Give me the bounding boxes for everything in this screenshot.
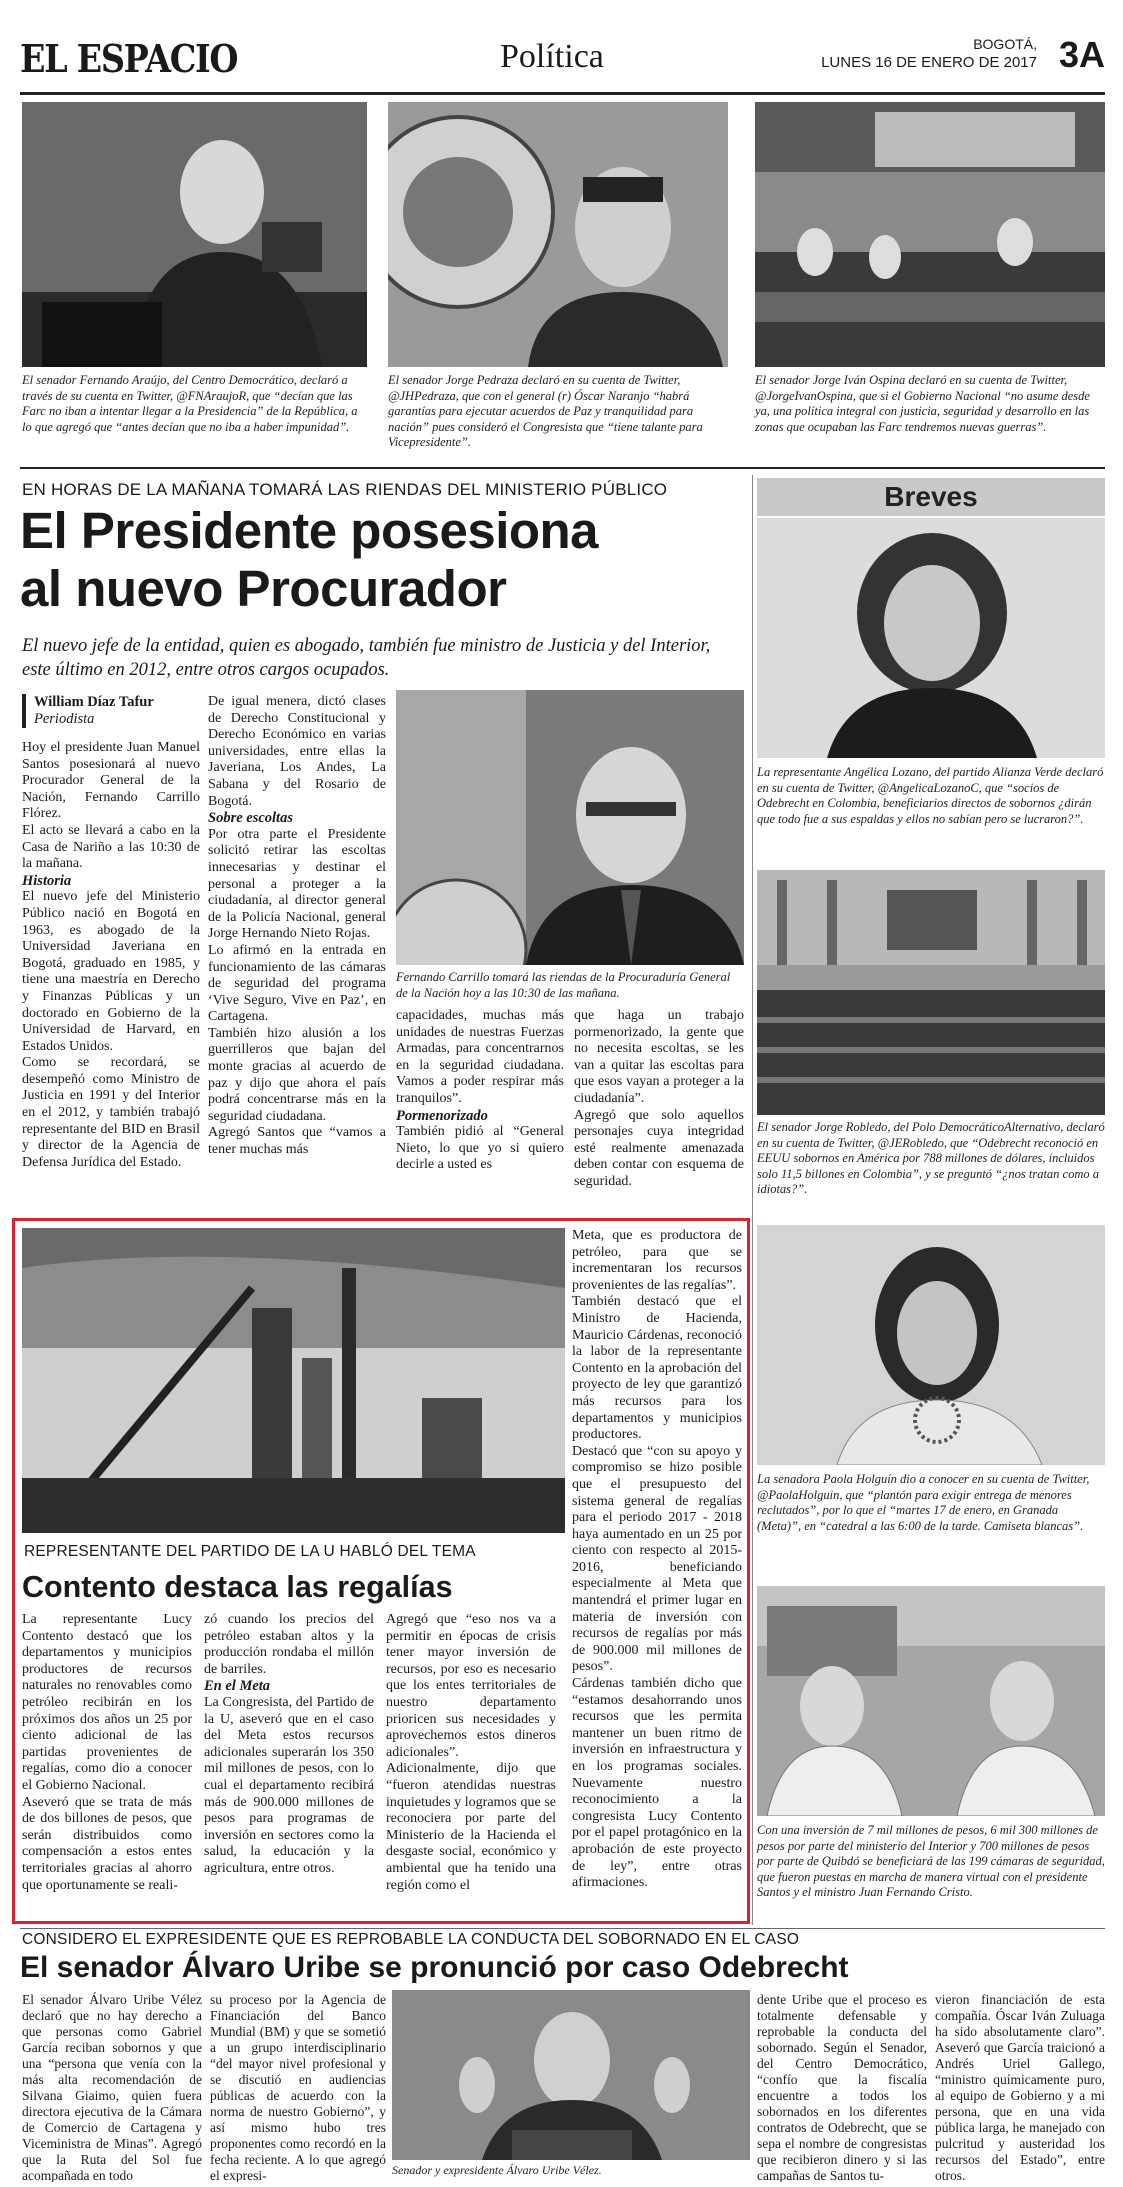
photo-angelica-lozano — [757, 518, 1105, 758]
page-number: 3A — [1058, 34, 1105, 75]
headline-line-2: al nuevo Procurador — [20, 560, 507, 617]
date: LUNES 16 DE ENERO DE 2017 — [821, 54, 1037, 71]
breves-title: Breves — [884, 481, 978, 512]
paragraph: Destacó que “con su apoyo y compromiso se hizo posible que el presupuesto del sistema general de regalías para el periodo 2017 - 2018 haya aumentado en un 25 por ciento con respecto al 2015-2016, beneficiando especialmente al Meta que mantendrá el primer lugar en materia de inversión con recursos de regalías por más de 900.000 mil millones de pesos”. — [572, 1443, 742, 1675]
paragraph: Aseveró que se trata de más de dos billones de pesos, que serán distribuidos como compensación a estos entes territoriales gracias al ahorro que oportunamente se reali- — [22, 1794, 192, 1893]
regalias-column-2 — [204, 1612, 374, 1878]
regalias-column-4 — [572, 1228, 742, 1892]
masthead-rule — [20, 92, 1105, 95]
paragraph: dente Uribe que el proceso es totalmente defensable y reprobable la conducta del sobornado. Según el Senador, del Centro Democrático, “confío que la fiscalía encuentre a todos los sobornados en los diferentes contratos de Odebrecht, que se sepa el nombre de congresistas que recibieron dinero y si las campañas de Santos tu- — [757, 1992, 927, 2182]
breve-caption-robledo: El senador Jorge Robledo, del Polo DemocráticoAlternativo, declaró en su cuenta de Twitter, @JERobledo, que “Odebrecht reconoció en EEUU sobornos en América por 788 millones de dólares, incluidos solo 11,5 billones en Colombia”, y se preguntó “¿nos tratan como a idiotas?”. — [757, 1120, 1105, 1196]
paragraph: También hizo alusión a los guerrilleros que bajan del monte gracias al acuerdo de paz y dijo que ahora el país podrá concentrarse más en la seguridad ciudadana. — [208, 1025, 386, 1124]
paragraph: vieron financiación de esta compañía. Óscar Iván Zuluaga ha sido absolutamente claro”. Aseveró que García traicionó a Andrés Uriel Gallego, “ministro químicamente puro, al equipo de Gobierno y a mi persona, que en una vida pública larga, he manejado con pulcritud y austeridad los recursos del Estado”, entre otros. — [935, 1992, 1105, 2182]
paragraph: Meta, que es productora de petróleo, para que se incrementaran los recursos provenientes de las regalías”. — [572, 1228, 742, 1293]
subhead-historia: Historia — [22, 872, 72, 889]
subhead-en-el-meta: En el Meta — [204, 1678, 271, 1695]
photo-oil-refinery — [22, 1228, 565, 1533]
paragraph: El acto se llevará a cabo en la Casa de Nariño a las 10:30 de la mañana. — [22, 822, 200, 872]
regalias-kicker: REPRESENTANTE DEL PARTIDO DE LA U HABLÓ DEL TEMA — [24, 1543, 476, 1560]
regalias-column-3 — [386, 1612, 556, 1894]
paragraph: que haga un trabajo pormenorizado, la gente que no necesita escoltas, se les van a quitar las escoltas para que esos vayan a proteger a la ciudadanía”. — [574, 1008, 744, 1106]
uribe-kicker: CONSIDERO EL EXPRESIDENTE QUE ES REPROBABLE LA CONDUCTA DEL SOBORNADO EN EL CASO — [22, 1931, 800, 1948]
section-title: Política — [500, 38, 604, 75]
caption-uribe: Senador y expresidente Álvaro Uribe Vélez. — [392, 2163, 602, 2177]
main-column-4 — [574, 1008, 744, 1191]
photo-jorge-ivan-ospina — [755, 102, 1105, 367]
masthead — [20, 30, 1105, 90]
main-deck: El nuevo jefe de la entidad, quien es abogado, también fue ministro de Justicia y del Interior, este último en 2012, entre otros cargos ocupados. — [22, 636, 711, 680]
photo-alvaro-uribe — [392, 1990, 750, 2160]
uribe-column-4 — [935, 1992, 1105, 2182]
main-kicker: EN HORAS DE LA MAÑANA TOMARÁ LAS RIENDAS DEL MINISTERIO PÚBLICO — [22, 480, 668, 499]
city: BOGOTÁ, — [973, 36, 1037, 52]
uribe-column-3 — [757, 1992, 927, 2182]
paragraph: zó cuando los precios del petróleo estaban altos y la producción rondaba el millón de barriles. — [204, 1612, 374, 1677]
paragraph: Agregó que “eso nos va a permitir en épocas de crisis tener mayor inversión de recursos, por eso es necesario que los entes territoriales de nuestro departamento prioricen sus necesidades y aprovechemos estos dineros adicionales”. — [386, 1612, 556, 1760]
author-role: Periodista — [34, 711, 95, 727]
paragraph: También pidió al “General Nieto, lo que yo si quiero decirle a usted es — [396, 1124, 564, 1173]
paragraph: Lo afirmó en la entrada en funcionamiento de las cámaras de seguridad del programa ‘Vive Seguro, Vive en Paz’, en Cartagena. — [208, 942, 386, 1025]
breve-caption-lozano: La representante Angélica Lozano, del partido Alianza Verde declaró en su cuenta de Twitter, @AngelicaLozanoC, que “socios de Odebrecht en Colombia, beneficiarios directos de sobornos ¿dirán que todo fue a sus espaldas y ellos no sabían pero se lucraron?”. — [757, 765, 1104, 826]
author-name: William Díaz Tafur — [34, 694, 154, 710]
paragraph: El nuevo jefe del Ministerio Público nació en Bogotá en 1963, es abogado de la Universidad Javeriana en Bogotá, graduado en 1985, y tiene una maestría en Derecho y Finanzas Públicas y un doctorado en Gobierno de la Universidad de Harvard, en Estados Unidos. — [22, 889, 200, 1054]
breves-header — [757, 478, 1105, 516]
paragraph: Cárdenas también dicho que “estamos desahorrando unos recursos que les permita mantener un buen ritmo de inversión en infraestructura y en los programas sociales. Nuevamente nuestro reconocimiento a la congresista Lucy Contento por el papel protagónico en la aprobación de este proyecto de ley”, entre otras afirmaciones. — [572, 1676, 742, 1891]
paragraph: De igual menera, dictó clases de Derecho Constitucional y Derecho Económico en varias universidades, entre ellas la Javeriana, Los Andes, La Sabana y del Rosario de Bogotá. — [208, 694, 386, 809]
caption-pedraza: El senador Jorge Pedraza declaró en su cuenta de Twitter, @JHPedraza, que con el general (r) Óscar Naranjo “habrá garantías para ejecutar acuerdos de Paz y tranquilidad para nación” pues consideró el Congresista que “tiene talante para Vicepresidente”. — [388, 373, 703, 449]
main-column-1 — [22, 740, 200, 1171]
subhead-pormenorizado: Pormenorizado — [396, 1107, 488, 1124]
paragraph: Agregó Santos que “vamos a tener muchas más — [208, 1125, 386, 1158]
paragraph: Como se recordará, se desempeñó como Ministro de Justicia en 1991 y del Interior en el 2012, y también trabajó representante del BID en Brasil y director de la Agencia de Defensa Jurídica del Estado. — [22, 1055, 200, 1170]
paragraph: capacidades, muchas más unidades de nuestras Fuerzas Armadas, para concentrarnos en la seguridad ciudadana. Vamos a poder respirar más tranquilos”. — [396, 1008, 564, 1106]
paragraph: La representante Lucy Contento destacó que los departamentos y municipios productores de recursos naturales no renovables como petróleo recibirán en los próximos dos años un 25 por ciento adicional de las partidas provenientes de regalías, como dio a conocer el Gobierno Nacional. — [22, 1612, 192, 1793]
photo-fernando-carrillo — [396, 690, 744, 965]
uribe-rule — [20, 1928, 1105, 1929]
paragraph: su proceso por la Agencia de Financiación del Banco Mundial (BM) y que se sometió a un grupo interdisciplinario “del mayor nivel profesional y se discutió en audiencias públicas de acuerdo con la norma de nuestro Gobierno”, y así mismo hubo tres proponentes como recordó en la fecha reciente. A lo que agregó el expresi- — [210, 1992, 386, 2182]
caption-ospina: El senador Jorge Iván Ospina declaró en su cuenta de Twitter, @JorgeIvanOspina, que si el Gobierno Nacional “no asume desde ya, una política integral con justicia, seguridad y desarrollo en las zonas que ocupaban las Farc tendremos nuevas guerras”. — [755, 373, 1090, 434]
regalias-column-1 — [22, 1612, 192, 1894]
paragraph: Adicionalmente, dijo que “fueron atendidas nuestras inquietudes y logramos que se reconociera por parte del Ministerio de la Hacienda el desgaste social, económico y ambiental que ha tenido una región como el — [386, 1761, 556, 1893]
paragraph: El senador Álvaro Uribe Vélez declaró que no hay derecho a que personas como Gabriel García reciban sobornos y que una “persona que venía con la más alta recomendación de Silvana Giaimo, quien fuera directora ejecutiva de la Cámara de Comercio de Cartagena y Viceministra de Minas”. Agregó que la Ruta del Sol fue acompañada en todo — [22, 1992, 202, 2182]
uribe-column-2 — [210, 1992, 386, 2182]
column-rule — [752, 475, 753, 1925]
main-column-3 — [396, 1008, 564, 1174]
paper-name: EL ESPACIO — [20, 36, 238, 81]
paragraph: Por otra parte el Presidente solicitó retirar las escoltas innecesarias y destinar el personal a proteger a la ciudadanía, al director general de la Policía Nacional, general Jorge Hernando Nieto Rojas. — [208, 826, 386, 942]
regalias-headline: Contento destaca las regalías — [22, 1570, 453, 1604]
headline-line-1: El Presidente posesiona — [20, 502, 599, 559]
caption-araujo: El senador Fernando Araújo, del Centro Democrático, declaró a través de su cuenta en Twitter, @FNAraujoR, que “decían que las Farc no iban a intentar llegar a la Presidencia” de la República, a lo que agregó que “antes decían que no iba a haber impunidad”. — [22, 373, 358, 434]
photo-jorge-pedraza — [388, 102, 728, 367]
breve-caption-holguin: La senadora Paola Holguín dio a conocer en su cuenta de Twitter, @PaolaHolguin, que “plantón para exigir entrega de menores reclutados”, por lo que el “martes 17 de enero, en Granada (Meta)”, en “catedral a las 6:00 de la tarde. Camiseta blancas”. — [757, 1472, 1090, 1533]
photo-quibdo-cameras — [757, 1586, 1105, 1816]
byline — [22, 694, 202, 728]
section-divider — [20, 467, 1105, 469]
paragraph: También destacó que el Ministro de Hacienda, Mauricio Cárdenas, reconoció la labor de la representante Contento en la aprobación del proyecto de ley que garantizó más recursos para los departamentos y municipios productores. — [572, 1294, 742, 1443]
paragraph: Hoy el presidente Juan Manuel Santos posesionará al nuevo Procurador General de la Nación, Fernando Carrillo Flórez. — [22, 740, 200, 822]
main-headline — [20, 502, 750, 618]
uribe-column-1 — [22, 1992, 202, 2182]
uribe-headline: El senador Álvaro Uribe se pronunció por caso Odebrecht — [20, 1951, 849, 1984]
breve-caption-quibdo: Con una inversión de 7 mil millones de pesos, 6 mil 300 millones de pesos por parte del ministerio del Interior y 700 millones de pesos por parte de Quibdó se beneficiará de las 199 cámaras de seguridad, que fueron puestas en marcha de manera virtual con el presidente Santos y el ministro Juan Fernando Cristo. — [757, 1823, 1105, 1899]
main-column-2 — [208, 694, 386, 1159]
paragraph: La Congresista, del Partido de la U, aseveró que en el caso del Meta estos recursos adicionales superarán los 350 mil millones de pesos, con lo cual el departamento recibirá más de 900.000 millones de pesos para programas de inversión en sectores como la salud, la educación y la agricultura, entre otros. — [204, 1694, 374, 1876]
paragraph: Agregó que solo aquellos personajes cuya integridad esté realmente amenazada deben contar con esquema de seguridad. — [574, 1107, 744, 1189]
photo-fernando-araujo — [22, 102, 367, 367]
photo-congress-hall — [757, 870, 1105, 1115]
caption-carrillo: Fernando Carrillo tomará las riendas de la Procuraduría General de la Nación hoy a las 10:30 de las mañana. — [396, 970, 731, 1000]
subhead-sobre-escoltas: Sobre escoltas — [208, 810, 293, 827]
photo-paola-holguin — [757, 1225, 1105, 1465]
